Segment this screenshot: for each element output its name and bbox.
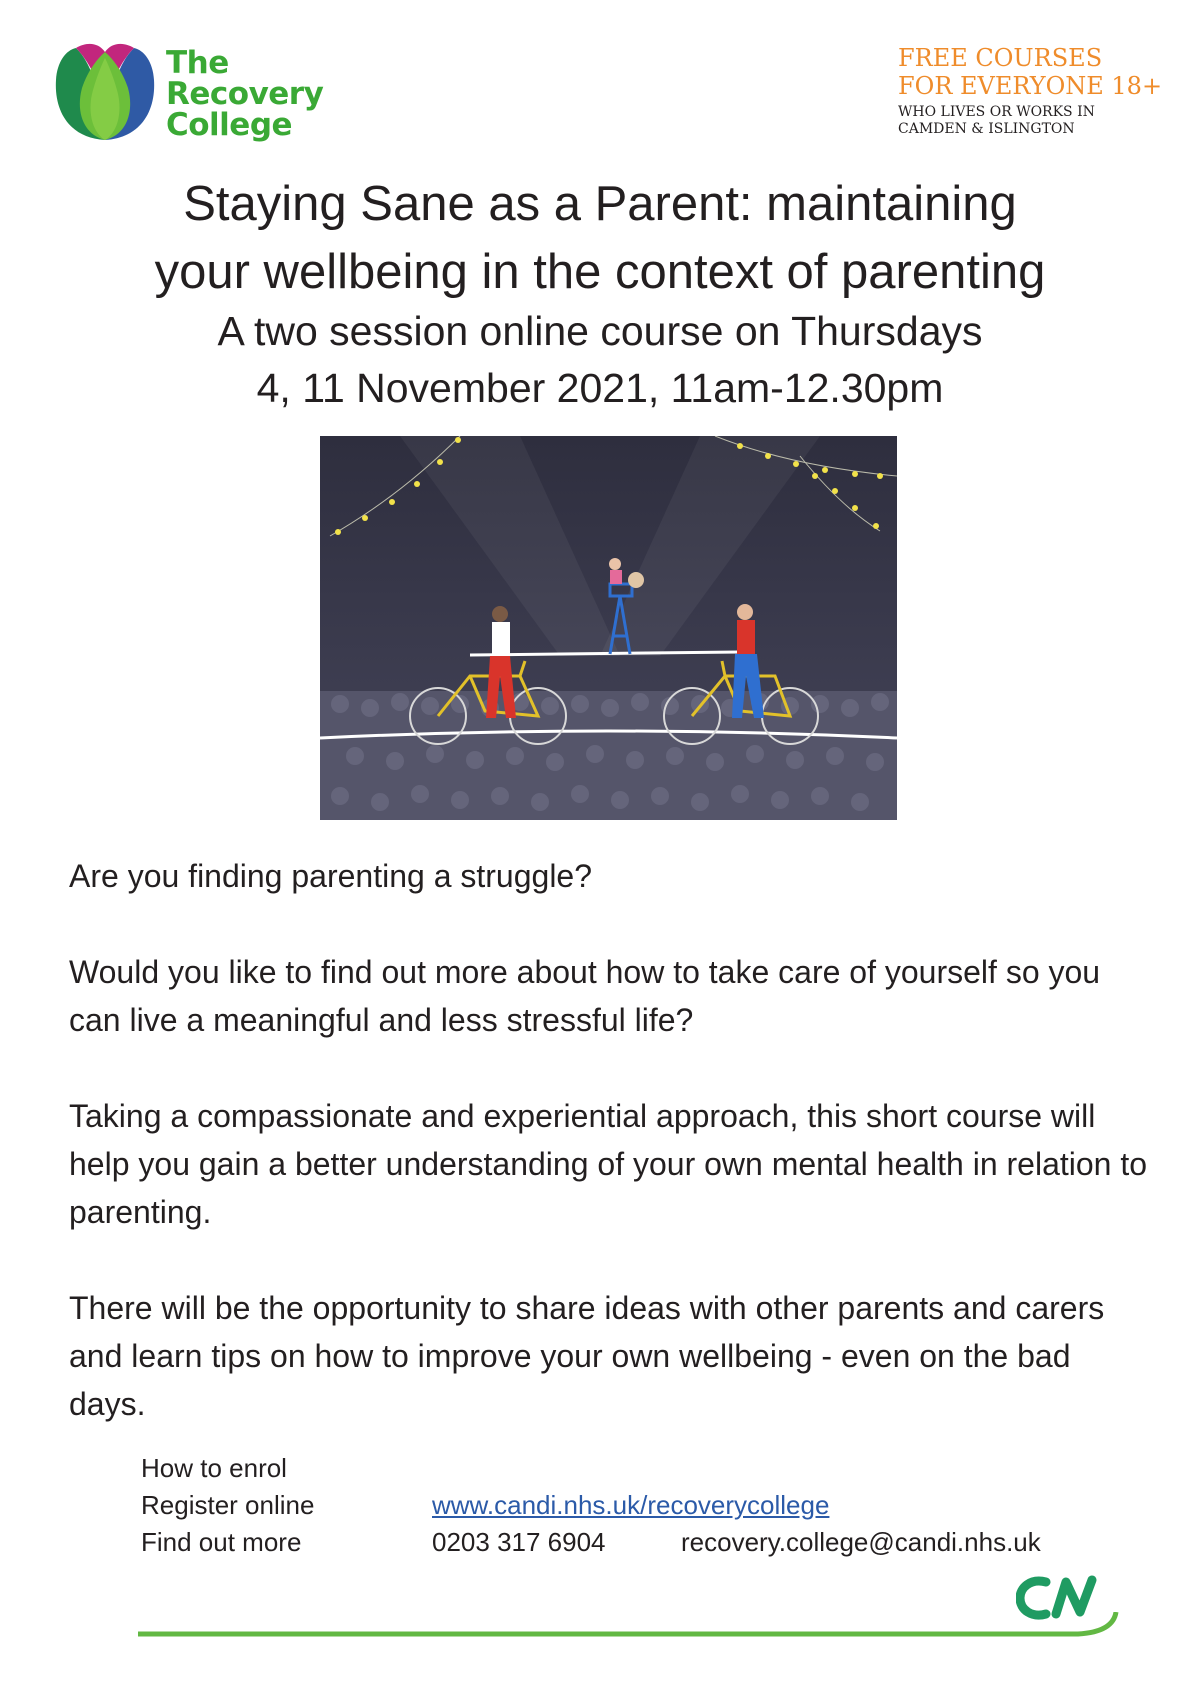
phone-number: 0203 317 6904 <box>432 1527 606 1557</box>
logo-line-3: College <box>166 107 293 143</box>
promo-line-1: FREE COURSES <box>898 44 1103 72</box>
promo-line-2: FOR EVERYONE 18+ <box>898 72 1163 100</box>
title-line-2: your wellbeing in the context of parenting <box>154 245 1046 299</box>
description-paragraph-3: Taking a compassionate and experiential approach, this short course will help you gain a better understanding of your own mental health in relation to parenting. <box>69 1098 1148 1230</box>
logo-wordmark <box>166 45 324 143</box>
tightrope-cyclists-illustration <box>320 436 897 820</box>
register-label: Register online <box>141 1490 315 1520</box>
recovery-college-logo <box>52 40 382 150</box>
subtitle-line-1: A two session online course on Thursdays <box>217 308 983 354</box>
course-subtitle <box>60 303 1140 417</box>
enrol-heading: How to enrol <box>141 1453 287 1483</box>
logo-line-1: The <box>166 45 229 81</box>
course-description <box>69 852 1149 1476</box>
promo-line-3: WHO LIVES OR WORKS IN <box>898 104 1095 120</box>
title-line-1: Staying Sane as a Parent: maintaining <box>183 177 1017 231</box>
free-courses-banner <box>898 44 1188 138</box>
promo-line-4: CAMDEN & ISLINGTON <box>898 121 1075 137</box>
email-address: recovery.college@candi.nhs.uk <box>681 1527 1041 1557</box>
more-info-label: Find out more <box>141 1527 302 1557</box>
description-paragraph-4: There will be the opportunity to share ideas with other parents and carers and learn tips on how to improve your own wellbeing - even on the bad days. <box>69 1290 1105 1422</box>
description-paragraph-1: Are you finding parenting a struggle? <box>69 858 593 894</box>
description-paragraph-2: Would you like to find out more about how to take care of yourself so you can live a meaningful and less stressful life? <box>69 954 1101 1038</box>
page-title <box>60 170 1140 306</box>
register-link[interactable]: www.candi.nhs.uk/recoverycollege <box>432 1490 830 1520</box>
footer-swoosh <box>138 1612 1120 1642</box>
enrol-info <box>141 1450 1141 1561</box>
logo-line-2: Recovery <box>166 76 324 112</box>
lotus-logo-icon <box>52 40 158 146</box>
subtitle-line-2: 4, 11 November 2021, 11am-12.30pm <box>256 365 944 411</box>
